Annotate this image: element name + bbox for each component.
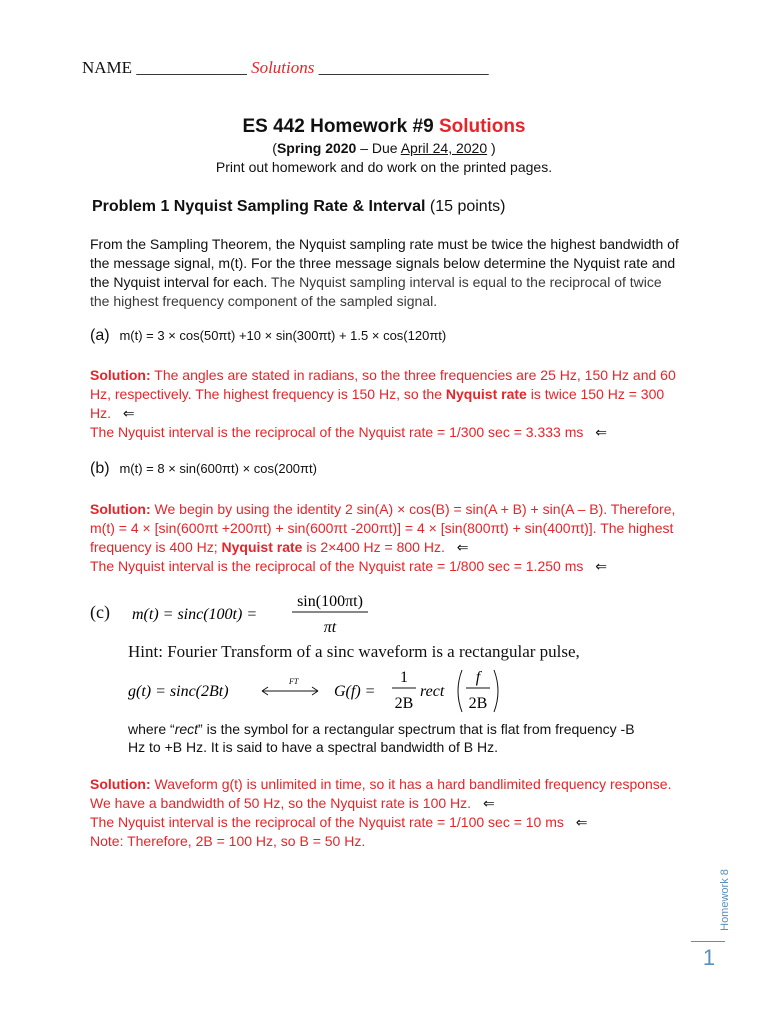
ft-frac2-den: 2B <box>468 695 488 712</box>
rect-desc-word: rect <box>174 721 199 737</box>
side-label: Homework 8 <box>719 869 731 931</box>
name-line-right: ____________________ <box>318 58 489 77</box>
intro-text-2: The Nyquist sampling interval is equal to the reciprocal of twice the highest frequency component of the sampled signal. <box>90 274 662 309</box>
part-c-eq-den: πt <box>323 619 337 636</box>
solution-b-label: Solution: <box>90 501 151 517</box>
part-c-eq-lhs: m(t) = sinc(100t) = <box>132 606 258 623</box>
term: Spring 2020 <box>276 140 357 156</box>
name-line-left: _____________ <box>136 58 247 77</box>
intro-paragraph <box>90 235 680 311</box>
part-a-label: (a) <box>90 327 110 344</box>
ft-frac2-num: f <box>475 669 481 686</box>
part-c-equation <box>132 590 392 645</box>
subtitle-open: ( <box>272 140 277 156</box>
page-title <box>0 116 768 138</box>
title-main: ES 442 Homework #9 <box>242 116 434 137</box>
part-c-eq-num: sin(100πt) <box>297 593 363 610</box>
solution-b-bold: Nyquist rate <box>221 539 303 555</box>
ft-rect: rect <box>420 683 445 700</box>
solution-a-label: Solution: <box>90 367 151 383</box>
solution-c-interval: The Nyquist interval is the reciprocal of the Nyquist rate = 1/100 sec = 10 ms <box>90 814 564 830</box>
part-b <box>90 460 317 478</box>
name-line <box>82 58 489 78</box>
part-b-equation: m(t) = 8 × sin(600πt) × cos(200πt) <box>119 461 317 476</box>
solution-a-bold: Nyquist rate <box>445 386 527 402</box>
solution-b-text2: is 2×400 Hz = 800 Hz. <box>306 539 445 555</box>
ft-rhs: G(f) = <box>334 683 376 700</box>
left-arrow-icon: ⇐ <box>595 424 607 440</box>
solution-a-interval: The Nyquist interval is the reciprocal of the Nyquist rate = 1/300 sec = 3.333 ms <box>90 424 584 440</box>
solution-c <box>90 775 680 851</box>
problem-heading-title: Problem 1 Nyquist Sampling Rate & Interval <box>92 198 426 215</box>
due-prefix: – Due <box>356 140 401 156</box>
left-arrow-icon: ⇐ <box>482 795 495 811</box>
instructions: Print out homework and do work on the printed pages. <box>215 159 553 175</box>
intro-text: From the Sampling Theorem, the Nyquist sampling rate must be twice the highest bandwidth of the message signal, m(t). For the three message signals below determine the Nyquist rate and the Nyquist interval for each. <box>90 236 679 290</box>
page-number: 1 <box>702 945 716 970</box>
problem-heading <box>92 198 505 216</box>
fourier-equation-graphic <box>128 666 508 718</box>
hint: Hint: Fourier Transform of a sinc waveform is a rectangular pulse, <box>128 642 580 661</box>
subtitle-close: ) <box>487 140 496 156</box>
solution-b-interval: The Nyquist interval is the reciprocal of the Nyquist rate = 1/800 sec = 1.250 ms <box>90 558 584 574</box>
ft-arrow-label: FT <box>289 677 299 686</box>
solution-c-note: Note: Therefore, 2B = 100 Hz, so B = 50 Hz. <box>90 833 366 849</box>
left-arrow-icon: ⇐ <box>575 814 588 830</box>
sinc-equation-graphic <box>132 590 392 640</box>
left-arrow-icon: ⇐ <box>456 539 469 555</box>
rect-description <box>128 720 648 756</box>
name-value: Solutions <box>251 58 315 77</box>
part-b-label: (b) <box>90 460 110 477</box>
solution-b <box>90 500 680 576</box>
rect-desc-post: ” is the symbol for a rectangular spectrum that is flat from frequency -B Hz to +B Hz. It is said to have a spectral bandwidth of B Hz. <box>128 721 635 755</box>
solution-c-text: Waveform g(t) is unlimited in time, so it has a hard bandlimited frequency response. We have a bandwidth of 50 Hz, so the Nyquist rate is 100 Hz. <box>90 776 672 811</box>
part-c-label: (c) <box>90 602 110 622</box>
right-paren <box>494 670 498 712</box>
fourier-transform-equation <box>128 666 508 723</box>
solution-a-text2: is twice 150 Hz = 300 Hz. <box>90 386 665 421</box>
part-a-equation: m(t) = 3 × cos(50πt) +10 × sin(300πt) + 1.5 × cos(120πt) <box>119 328 447 343</box>
rect-desc-pre: where “ <box>128 721 175 737</box>
solution-b-text1: We begin by using the identity 2 sin(A) × cos(B) = sin(A + B) + sin(A – B). Therefore, m(t) = 4 × [sin(600πt +200πt) + sin(600πt -200πt)] = 4 × [sin(800πt) + sin(400πt)]. The highest frequency is 400 Hz; <box>90 501 676 555</box>
ft-frac1-num: 1 <box>400 669 408 686</box>
left-arrow-icon: ⇐ <box>595 558 607 574</box>
footer-divider <box>691 941 725 942</box>
problem-points: (15 points) <box>429 198 506 215</box>
left-paren <box>458 670 462 712</box>
ft-frac1-den: 2B <box>394 695 414 712</box>
left-arrow-icon: ⇐ <box>122 405 135 421</box>
solution-a <box>90 366 680 442</box>
subtitle <box>0 140 768 156</box>
ft-lhs: g(t) = sinc(2Bt) <box>128 683 229 700</box>
due-date: April 24, 2020 <box>400 140 488 156</box>
part-a <box>90 327 446 345</box>
title-solutions: Solutions <box>438 116 526 137</box>
name-label: NAME <box>82 58 133 77</box>
solution-a-text1: The angles are stated in radians, so the three frequencies are 25 Hz, 150 Hz and 60 Hz, respectively. The highest frequency is 150 Hz, so the <box>90 367 676 402</box>
solution-c-label: Solution: <box>90 776 151 792</box>
